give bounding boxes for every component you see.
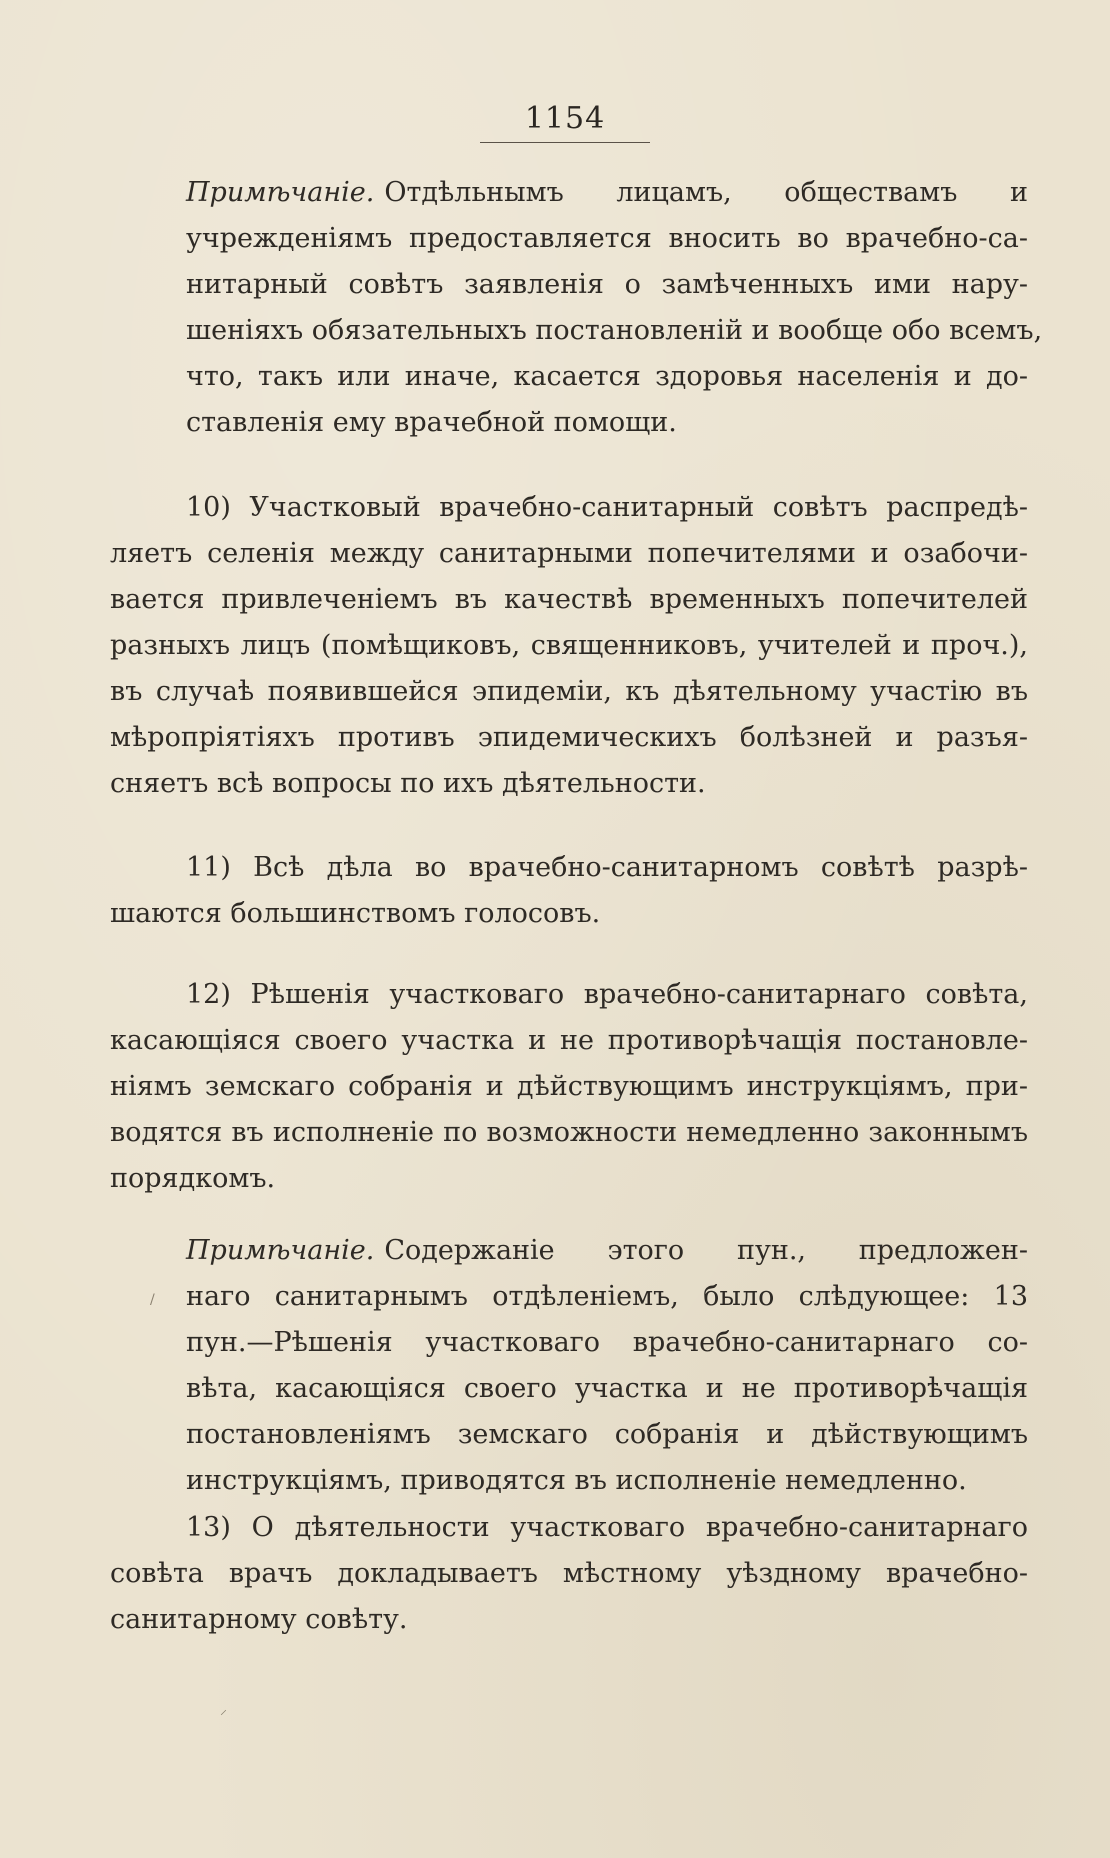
paragraph-13-line-3: санитарному совѣту. — [110, 1604, 408, 1635]
page-header — [480, 100, 650, 143]
note-1 — [186, 170, 1043, 446]
note-2-line-4: вѣта, касающіяся своего участка и не противорѣчащія — [186, 1373, 1028, 1404]
note-2-line-1-text: Содержаніе этого пун., предложен- — [384, 1235, 1028, 1266]
paragraph-10-line-1: 10) Участковый врачебно-санитарный совѣтъ распредѣ- — [186, 492, 1028, 523]
note-2-line-2: наго санитарнымъ отдѣленіемъ, было слѣдующее: 13 — [186, 1281, 1028, 1312]
page-number: 1154 — [524, 101, 606, 136]
note-2-lead: Примѣчаніе. — [186, 1235, 375, 1266]
paragraph-10-line-7: сняетъ всѣ вопросы по ихъ дѣятельности. — [110, 768, 706, 799]
note-1-line-4: шеніяхъ обязательныхъ постановленій и вообще обо всемъ, — [186, 315, 1043, 346]
paragraph-12-line-4: водятся въ исполненіе по возможности немедленно законнымъ — [110, 1117, 1028, 1148]
paragraph-10 — [110, 485, 1028, 807]
note-1-line-5: что, такъ или иначе, касается здоровья населенія и до- — [186, 361, 1028, 392]
paragraph-12-line-3: ніямъ земскаго собранія и дѣйствующимъ инструкціямъ, при- — [110, 1071, 1028, 1102]
note-1-line-1-text: Отдѣльнымъ лицамъ, обществамъ и — [384, 177, 1028, 208]
paragraph-11-line-1: 11) Всѣ дѣла во врачебно-санитарномъ совѣтѣ разрѣ- — [186, 852, 1028, 883]
note-1-line-2: учрежденіямъ предоставляется вносить во врачебно-са- — [186, 223, 1028, 254]
note-2-line-6: инструкціямъ, приводятся въ исполненіе немедленно. — [186, 1465, 967, 1496]
note-2-line-1 — [186, 1228, 1028, 1274]
paragraph-10-line-2: ляетъ селенія между санитарными попечителями и озабочи- — [110, 538, 1028, 569]
paragraph-12-line-2: касающіяся своего участка и не противорѣчащія постановле- — [110, 1025, 1028, 1056]
paragraph-11 — [110, 845, 1028, 937]
paper-speck: ⸝ — [220, 1702, 227, 1718]
paragraph-10-line-6: мѣропріятіяхъ противъ эпидемическихъ болѣзней и разъя- — [110, 722, 1028, 753]
note-2 — [186, 1228, 1028, 1504]
paragraph-13-line-2: совѣта врачъ докладываетъ мѣстному уѣздному врачебно- — [110, 1558, 1028, 1589]
header-rule — [480, 142, 650, 143]
paragraph-13 — [110, 1505, 1028, 1643]
paragraph-10-line-3: вается привлеченіемъ въ качествѣ временныхъ попечителей — [110, 584, 1028, 615]
paragraph-10-line-5: въ случаѣ появившейся эпидеміи, къ дѣятельному участію въ — [110, 676, 1028, 707]
paragraph-12 — [110, 972, 1028, 1202]
paragraph-12-line-1: 12) Рѣшенія участковаго врачебно-санитарнаго совѣта, — [186, 979, 1028, 1010]
paragraph-13-line-1: 13) О дѣятельности участковаго врачебно-санитарнаго — [186, 1512, 1028, 1543]
paragraph-11-line-2: шаются большинствомъ голосовъ. — [110, 898, 601, 929]
note-2-line-3: пун.—Рѣшенія участковаго врачебно-санитарнаго со- — [186, 1327, 1028, 1358]
note-1-line-6: ставленія ему врачебной помощи. — [186, 407, 677, 438]
paragraph-10-line-4: разныхъ лицъ (помѣщиковъ, священниковъ, учителей и проч.), — [110, 630, 1028, 661]
paragraph-12-line-5: порядкомъ. — [110, 1163, 276, 1194]
paper-speck: / — [150, 1292, 155, 1308]
note-2-line-5: постановленіямъ земскаго собранія и дѣйствующимъ — [186, 1419, 1028, 1450]
note-1-line-1 — [186, 170, 1028, 216]
note-1-line-3: нитарный совѣтъ заявленія о замѣченныхъ ими нару- — [186, 269, 1028, 300]
note-1-lead: Примѣчаніе. — [186, 177, 375, 208]
